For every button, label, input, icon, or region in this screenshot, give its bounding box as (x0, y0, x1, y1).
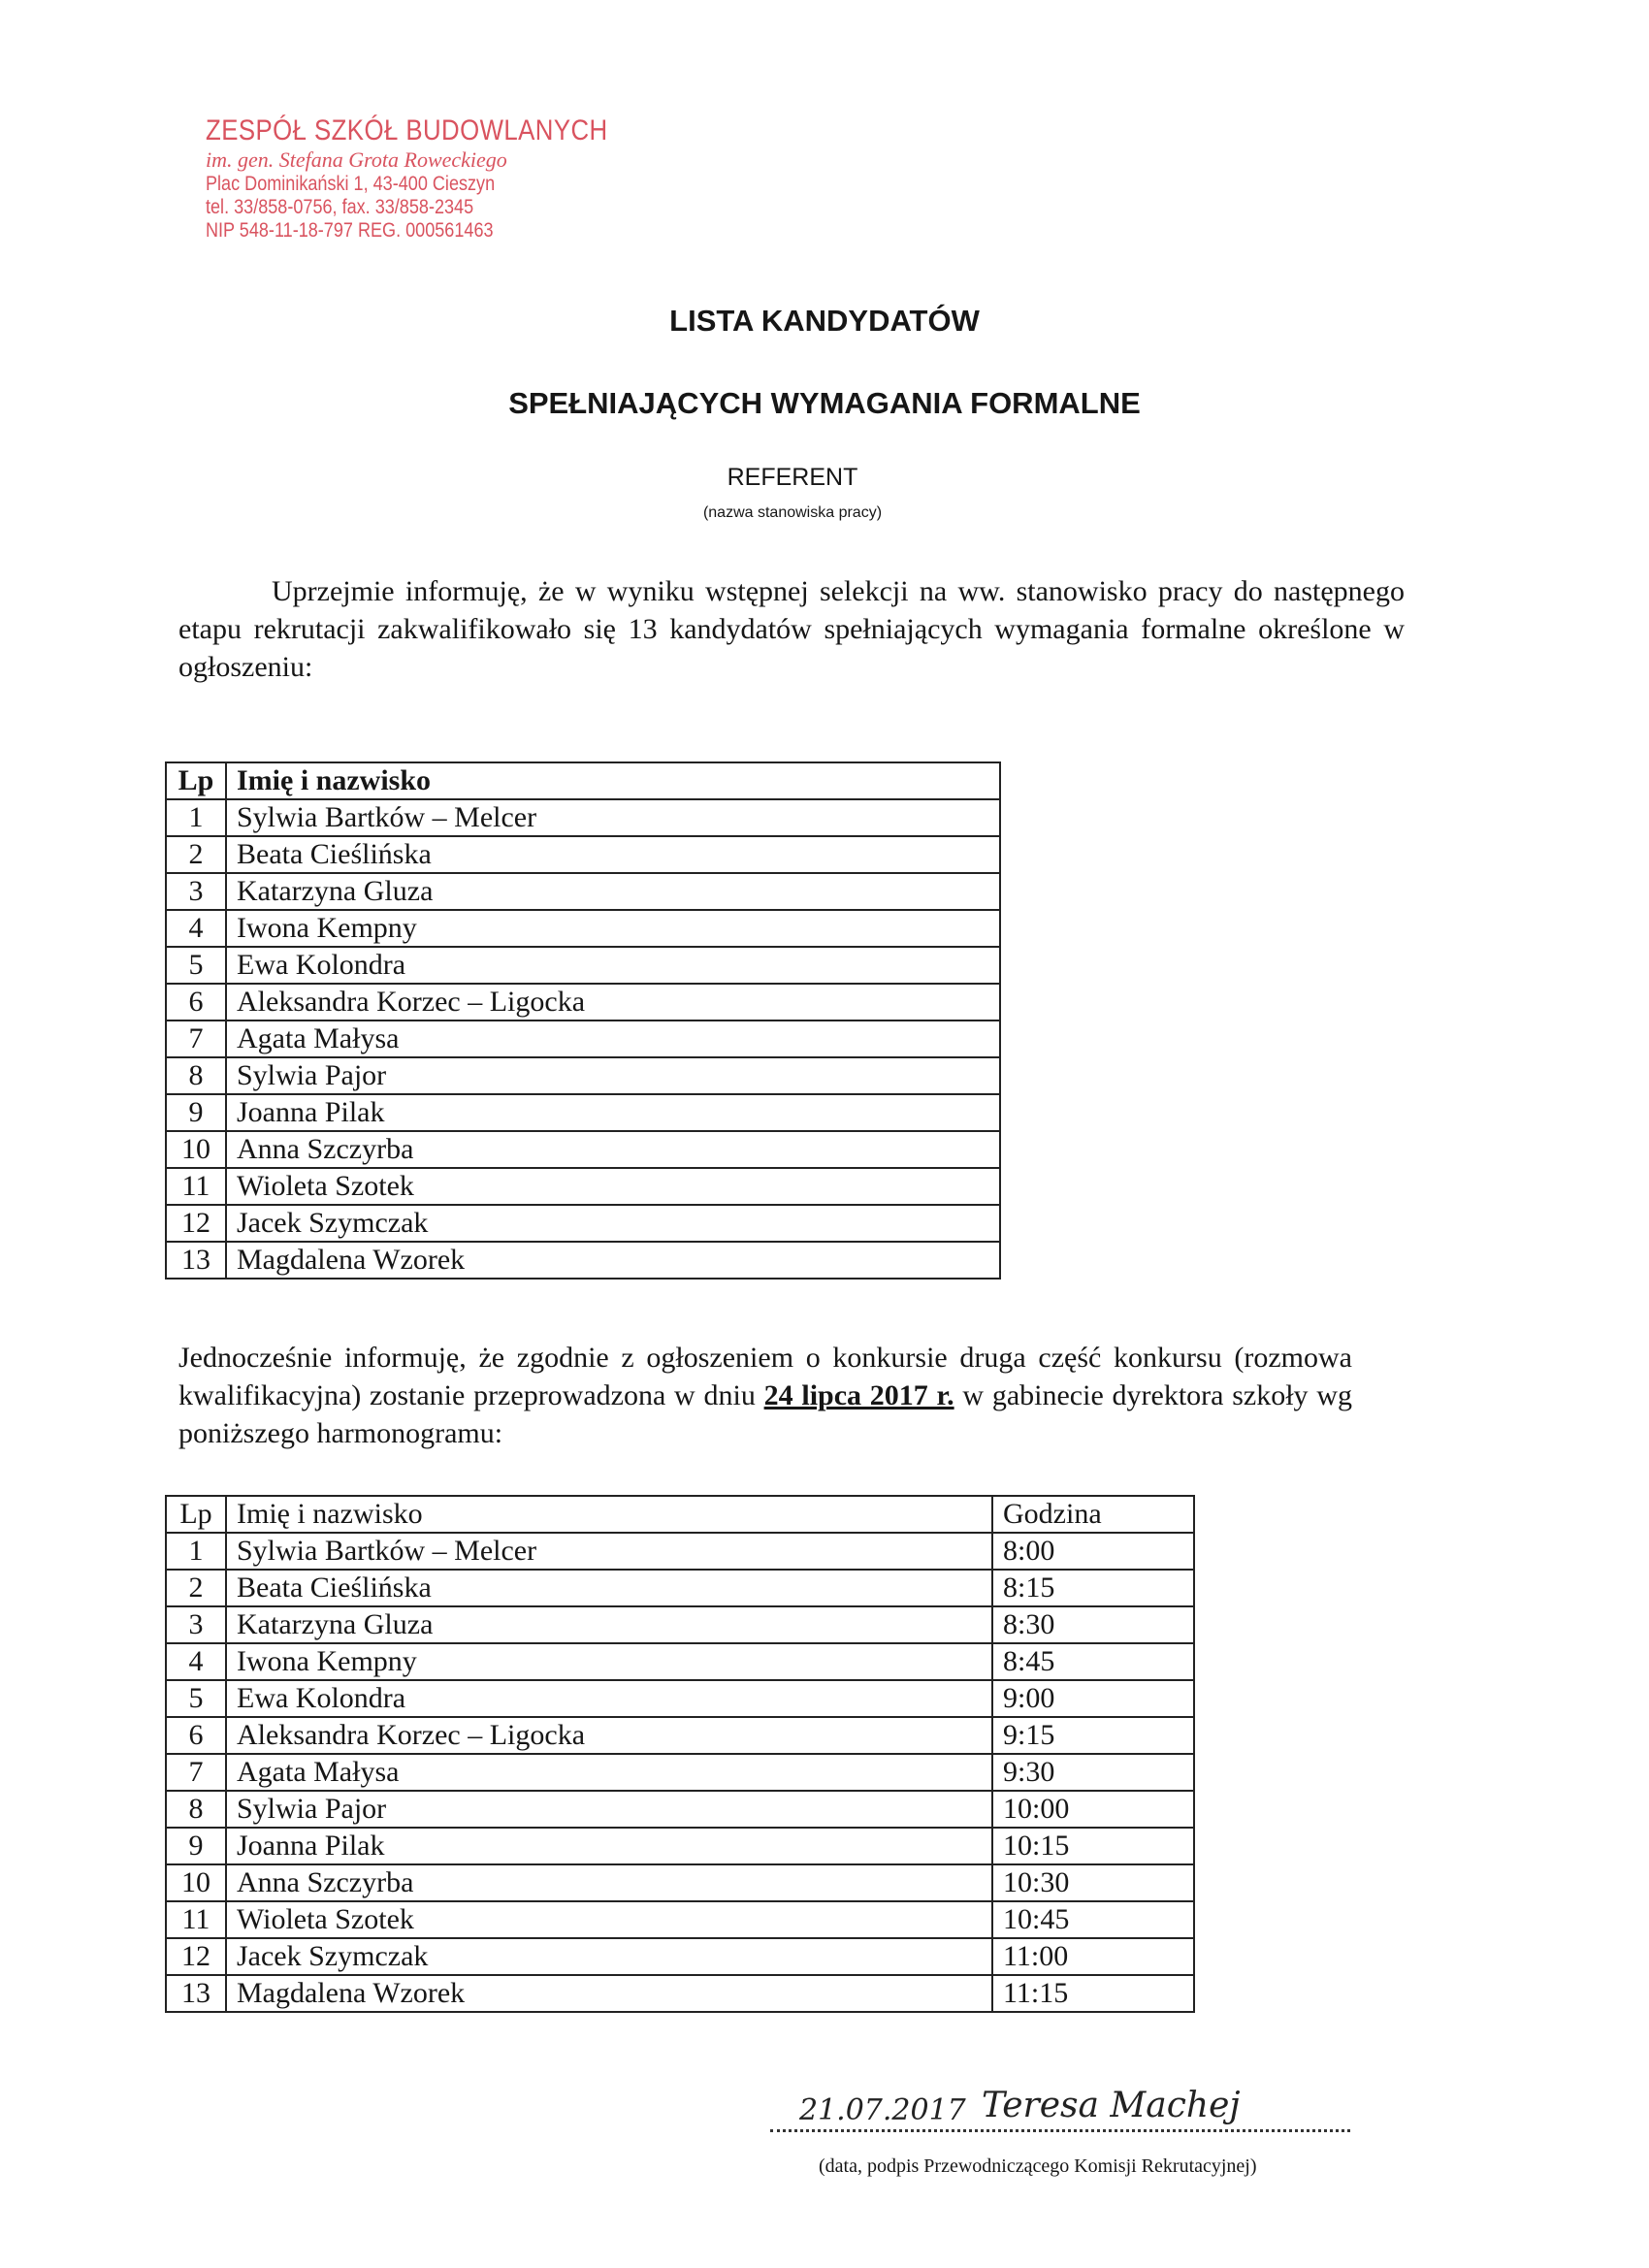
table-row (166, 1828, 1194, 1864)
cell-name: Agata Małysa (226, 1021, 1000, 1057)
cell-name: Sylwia Pajor (226, 1791, 992, 1828)
table-row (166, 947, 1000, 984)
cell-lp: 11 (166, 1168, 226, 1205)
cell-lp: 8 (166, 1791, 226, 1828)
stamp-line-5: NIP 548-11-18-797 REG. 000561463 (206, 219, 494, 242)
table-row (166, 1021, 1000, 1057)
cell-lp: 4 (166, 910, 226, 947)
cell-name: Wioleta Szotek (226, 1168, 1000, 1205)
interview-date: 24 lipca 2017 r. (763, 1379, 954, 1411)
table-header-row (166, 762, 1000, 799)
table-row (166, 1168, 1000, 1205)
stamp-line-2: im. gen. Stefana Grota Roweckiego (206, 147, 507, 172)
cell-name: Ewa Kolondra (226, 1680, 992, 1717)
cell-name: Katarzyna Gluza (226, 873, 1000, 910)
table-row (166, 836, 1000, 873)
table-row (166, 1901, 1194, 1938)
cell-name: Anna Szczyrba (226, 1131, 1000, 1168)
table-row (166, 1754, 1194, 1791)
cell-lp: 4 (166, 1643, 226, 1680)
cell-lp: 7 (166, 1754, 226, 1791)
cell-name: Beata Cieślińska (226, 1570, 992, 1606)
cell-time: 10:30 (992, 1864, 1194, 1901)
stamp-line-3: Plac Dominikański 1, 43-400 Cieszyn (206, 173, 496, 195)
table-row (166, 1643, 1194, 1680)
job-position: REFERENT (727, 464, 858, 491)
cell-time: 10:45 (992, 1901, 1194, 1938)
column-header-time: Godzina (992, 1496, 1194, 1533)
column-header-lp: Lp (166, 1496, 226, 1533)
intro-paragraph: Uprzejmie informuję, że w wyniku wstępnej selekcji na ww. stanowisko pracy do następnego etapu rekrutacji zakwalifikowało się 13 kandydatów spełniających wymagania formalne określone w ogłoszeniu: (178, 575, 1405, 683)
table-row (166, 1975, 1194, 2012)
cell-name: Magdalena Wzorek (226, 1242, 1000, 1279)
cell-time: 8:00 (992, 1533, 1194, 1570)
table-row (166, 873, 1000, 910)
cell-time: 10:00 (992, 1791, 1194, 1828)
cell-name: Joanna Pilak (226, 1094, 1000, 1131)
cell-lp: 13 (166, 1242, 226, 1279)
schedule-table (165, 1495, 1195, 2013)
signature-line (770, 2129, 1350, 2132)
cell-name: Jacek Szymczak (226, 1938, 992, 1975)
cell-name: Sylwia Bartków – Melcer (226, 799, 1000, 836)
column-header-name: Imię i nazwisko (226, 762, 1000, 799)
table-row (166, 1864, 1194, 1901)
job-position-note: (nazwa stanowiska pracy) (702, 504, 883, 521)
table-row (166, 1606, 1194, 1643)
cell-name: Magdalena Wzorek (226, 1975, 992, 2012)
cell-lp: 9 (166, 1094, 226, 1131)
cell-name: Anna Szczyrba (226, 1864, 992, 1901)
cell-time: 11:15 (992, 1975, 1194, 2012)
cell-time: 10:15 (992, 1828, 1194, 1864)
cell-lp: 5 (166, 1680, 226, 1717)
column-header-lp: Lp (166, 762, 226, 799)
table-row (166, 1570, 1194, 1606)
schedule-paragraph (178, 1339, 1352, 1452)
table-row (166, 1094, 1000, 1131)
cell-lp: 10 (166, 1131, 226, 1168)
cell-lp: 2 (166, 836, 226, 873)
cell-lp: 10 (166, 1864, 226, 1901)
candidates-table (165, 761, 1001, 1280)
document-subtitle: SPEŁNIAJĄCYCH WYMAGANIA FORMALNE (508, 386, 1141, 420)
table-row (166, 1938, 1194, 1975)
schedule-text-after: w gabinecie dyrektora szkoły wg poniższego harmonogramu: (178, 1379, 1352, 1449)
cell-name: Joanna Pilak (226, 1828, 992, 1864)
cell-name: Jacek Szymczak (226, 1205, 1000, 1242)
cell-lp: 3 (166, 873, 226, 910)
table-row (166, 984, 1000, 1021)
cell-lp: 1 (166, 1533, 226, 1570)
handwritten-signature: Teresa Machej (982, 2086, 1241, 2125)
table-row (166, 1205, 1000, 1242)
table-row (166, 1680, 1194, 1717)
table-row (166, 1242, 1000, 1279)
cell-name: Ewa Kolondra (226, 947, 1000, 984)
stamp-line-4: tel. 33/858-0756, fax. 33/858-2345 (206, 196, 474, 218)
school-stamp (206, 114, 608, 242)
cell-lp: 5 (166, 947, 226, 984)
document-title: LISTA KANDYDATÓW (669, 304, 980, 338)
signature-caption: (data, podpis Przewodniczącego Komisji Rekrutacyjnej) (819, 2155, 1257, 2177)
table-header-row (166, 1496, 1194, 1533)
cell-name: Aleksandra Korzec – Ligocka (226, 984, 1000, 1021)
cell-time: 8:15 (992, 1570, 1194, 1606)
table-row (166, 1717, 1194, 1754)
cell-lp: 7 (166, 1021, 226, 1057)
cell-time: 9:00 (992, 1680, 1194, 1717)
table-row (166, 1533, 1194, 1570)
cell-lp: 9 (166, 1828, 226, 1864)
signature-date: 21.07.2017 (799, 2093, 966, 2127)
table-row (166, 799, 1000, 836)
cell-name: Iwona Kempny (226, 1643, 992, 1680)
cell-lp: 12 (166, 1205, 226, 1242)
cell-name: Sylwia Bartków – Melcer (226, 1533, 992, 1570)
cell-name: Agata Małysa (226, 1754, 992, 1791)
cell-lp: 2 (166, 1570, 226, 1606)
column-header-name: Imię i nazwisko (226, 1496, 992, 1533)
cell-lp: 3 (166, 1606, 226, 1643)
cell-name: Aleksandra Korzec – Ligocka (226, 1717, 992, 1754)
cell-name: Katarzyna Gluza (226, 1606, 992, 1643)
cell-time: 9:30 (992, 1754, 1194, 1791)
cell-time: 8:45 (992, 1643, 1194, 1680)
cell-name: Iwona Kempny (226, 910, 1000, 947)
cell-time: 9:15 (992, 1717, 1194, 1754)
cell-lp: 12 (166, 1938, 226, 1975)
table-row (166, 1131, 1000, 1168)
cell-lp: 1 (166, 799, 226, 836)
cell-lp: 8 (166, 1057, 226, 1094)
cell-lp: 6 (166, 1717, 226, 1754)
table-row (166, 1791, 1194, 1828)
cell-name: Beata Cieślińska (226, 836, 1000, 873)
stamp-line-1: ZESPÓŁ SZKÓŁ BUDOWLANYCH (206, 114, 608, 146)
cell-lp: 6 (166, 984, 226, 1021)
cell-time: 8:30 (992, 1606, 1194, 1643)
cell-lp: 11 (166, 1901, 226, 1938)
table-row (166, 1057, 1000, 1094)
cell-name: Sylwia Pajor (226, 1057, 1000, 1094)
cell-lp: 13 (166, 1975, 226, 2012)
cell-time: 11:00 (992, 1938, 1194, 1975)
cell-name: Wioleta Szotek (226, 1901, 992, 1938)
table-row (166, 910, 1000, 947)
schedule-text-before: Jednocześnie informuję, że zgodnie z ogłoszeniem o konkursie druga część konkursu (rozmowa kwalifikacyjna) zostanie przeprowadzona w dniu (178, 1342, 1352, 1411)
